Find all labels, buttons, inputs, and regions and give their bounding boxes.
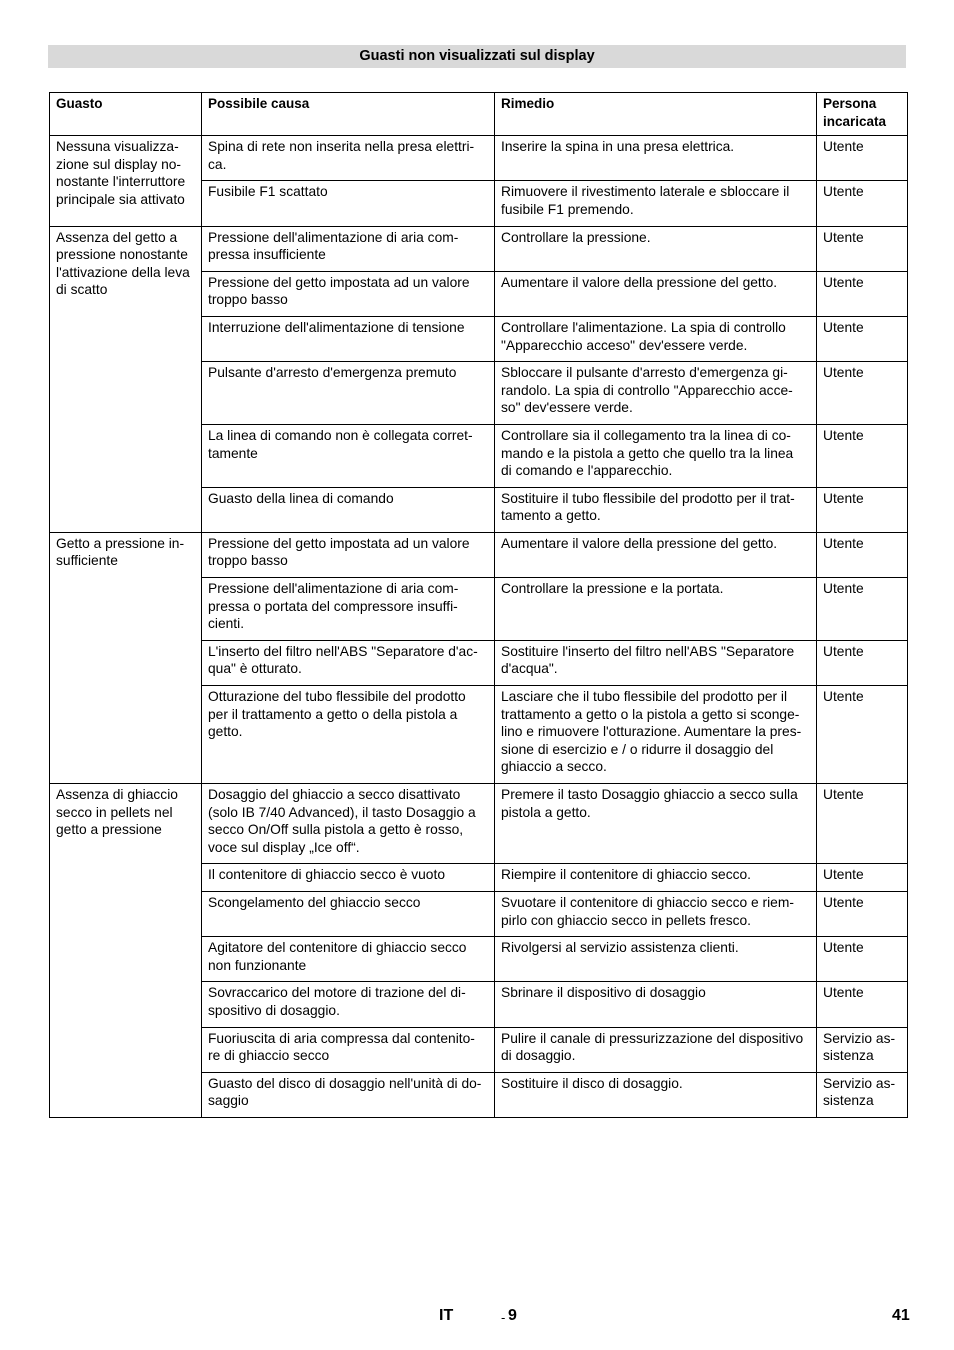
remedy-cell: Inserire la spina in una presa elettrica. bbox=[495, 136, 817, 181]
cause-cell: Interruzione dell'alimentazione di tensione bbox=[202, 316, 495, 361]
cause-cell: Guasto della linea di comando bbox=[202, 487, 495, 532]
footer-sub-page: 9 bbox=[508, 1307, 517, 1324]
table-row bbox=[50, 226, 908, 271]
person-cell: Utente bbox=[817, 181, 908, 226]
fault-cell: Getto a pressione in- sufficiente bbox=[50, 532, 202, 783]
cause-cell: Pulsante d'arresto d'emergenza premuto bbox=[202, 362, 495, 425]
remedy-cell: Controllare la pressione. bbox=[495, 226, 817, 271]
remedy-cell: Rivolgersi al servizio assistenza clienti. bbox=[495, 937, 817, 982]
footer-language: IT bbox=[439, 1307, 454, 1324]
person-cell: Utente bbox=[817, 640, 908, 685]
cause-cell: Fuoriuscita di aria compressa dal contenito- re di ghiaccio secco bbox=[202, 1027, 495, 1072]
cause-cell: La linea di comando non è collegata corret- tamente bbox=[202, 424, 495, 487]
person-cell: Utente bbox=[817, 784, 908, 864]
table-row bbox=[50, 136, 908, 181]
person-cell: Utente bbox=[817, 891, 908, 936]
cause-cell: Pressione dell'alimentazione di aria com- pressa o portata del compressore insuffi- cienti. bbox=[202, 578, 495, 641]
remedy-cell: Sbrinare il dispositivo di dosaggio bbox=[495, 982, 817, 1027]
table-row bbox=[50, 532, 908, 577]
cause-cell: Spina di rete non inserita nella presa elettri- ca. bbox=[202, 136, 495, 181]
remedy-cell: Sostituire il disco di dosaggio. bbox=[495, 1072, 817, 1117]
remedy-cell: Rimuovere il rivestimento laterale e sbloccare il fusibile F1 premendo. bbox=[495, 181, 817, 226]
cause-cell: Dosaggio del ghiaccio a secco disattivato (solo IB 7/40 Advanced), il tasto Dosaggio a secco On/Off sulla pistola a getto è rosso, voce sul display „Ice off“. bbox=[202, 784, 495, 864]
person-cell: Servizio as- sistenza bbox=[817, 1027, 908, 1072]
remedy-cell: Premere il tasto Dosaggio ghiaccio a secco sulla pistola a getto. bbox=[495, 784, 817, 864]
footer-page-number: 41 bbox=[892, 1307, 910, 1324]
person-cell: Utente bbox=[817, 487, 908, 532]
person-cell: Utente bbox=[817, 424, 908, 487]
header-remedy: Rimedio bbox=[495, 93, 817, 136]
cause-cell: Fusibile F1 scattato bbox=[202, 181, 495, 226]
remedy-cell: Lasciare che il tubo flessibile del prodotto per il trattamento a getto o la pistola a getto si sconge- lino e rimuovere l'otturazione. Aumentare la pres- sione di esercizio e / o ridurre il dosaggio del ghiaccio a secco. bbox=[495, 686, 817, 784]
header-cause: Possibile causa bbox=[202, 93, 495, 136]
person-cell: Utente bbox=[817, 136, 908, 181]
remedy-cell: Pulire il canale di pressurizzazione del dispositivo di dosaggio. bbox=[495, 1027, 817, 1072]
person-cell: Utente bbox=[817, 316, 908, 361]
remedy-cell: Riempire il contenitore di ghiaccio secco. bbox=[495, 864, 817, 892]
section-title: Guasti non visualizzati sul display bbox=[48, 45, 906, 68]
remedy-cell: Controllare l'alimentazione. La spia di controllo "Apparecchio acceso" dev'essere verde. bbox=[495, 316, 817, 361]
cause-cell: Il contenitore di ghiaccio secco è vuoto bbox=[202, 864, 495, 892]
cause-cell: Sovraccarico del motore di trazione del di- spositivo di dosaggio. bbox=[202, 982, 495, 1027]
cause-cell: Scongelamento del ghiaccio secco bbox=[202, 891, 495, 936]
person-cell: Utente bbox=[817, 362, 908, 425]
remedy-cell: Aumentare il valore della pressione del getto. bbox=[495, 532, 817, 577]
person-cell: Utente bbox=[817, 271, 908, 316]
cause-cell: Pressione del getto impostata ad un valore troppo basso bbox=[202, 532, 495, 577]
remedy-cell: Controllare sia il collegamento tra la linea di co- mando e la pistola a getto che quello tra la linea di comando e l'apparecchio. bbox=[495, 424, 817, 487]
footer-dash: - bbox=[501, 1310, 506, 1325]
cause-cell: Pressione del getto impostata ad un valore troppo basso bbox=[202, 271, 495, 316]
table-row bbox=[50, 784, 908, 864]
remedy-cell: Sbloccare il pulsante d'arresto d'emergenza gi- randolo. La spia di controllo "Apparecchio acce- so" dev'essere verde. bbox=[495, 362, 817, 425]
cause-cell: Guasto del disco di dosaggio nell'unità di do- saggio bbox=[202, 1072, 495, 1117]
person-cell: Utente bbox=[817, 686, 908, 784]
person-cell: Utente bbox=[817, 937, 908, 982]
person-cell: Utente bbox=[817, 982, 908, 1027]
remedy-cell: Controllare la pressione e la portata. bbox=[495, 578, 817, 641]
table-header-row bbox=[50, 93, 908, 136]
troubleshooting-table bbox=[49, 92, 908, 1118]
header-person: Persona incaricata bbox=[817, 93, 908, 136]
remedy-cell: Aumentare il valore della pressione del getto. bbox=[495, 271, 817, 316]
fault-cell: Assenza di ghiaccio secco in pellets nel getto a pressione bbox=[50, 784, 202, 1118]
cause-cell: L'inserto del filtro nell'ABS "Separatore d'ac- qua" è otturato. bbox=[202, 640, 495, 685]
person-cell: Utente bbox=[817, 578, 908, 641]
cause-cell: Pressione dell'alimentazione di aria com- pressa insufficiente bbox=[202, 226, 495, 271]
fault-cell: Assenza del getto a pressione nonostante l'attivazione della leva di scatto bbox=[50, 226, 202, 532]
remedy-cell: Sostituire l'inserto del filtro nell'ABS "Separatore d'acqua". bbox=[495, 640, 817, 685]
cause-cell: Otturazione del tubo flessibile del prodotto per il trattamento a getto o della pistola a getto. bbox=[202, 686, 495, 784]
header-fault: Guasto bbox=[50, 93, 202, 136]
cause-cell: Agitatore del contenitore di ghiaccio secco non funzionante bbox=[202, 937, 495, 982]
person-cell: Servizio as- sistenza bbox=[817, 1072, 908, 1117]
remedy-cell: Sostituire il tubo flessibile del prodotto per il trat- tamento a getto. bbox=[495, 487, 817, 532]
fault-cell: Nessuna visualizza- zione sul display no- nostante l'interruttore principale sia attivato bbox=[50, 136, 202, 226]
remedy-cell: Svuotare il contenitore di ghiaccio secco e riem- pirlo con ghiaccio secco in pellets fresco. bbox=[495, 891, 817, 936]
person-cell: Utente bbox=[817, 532, 908, 577]
person-cell: Utente bbox=[817, 226, 908, 271]
person-cell: Utente bbox=[817, 864, 908, 892]
